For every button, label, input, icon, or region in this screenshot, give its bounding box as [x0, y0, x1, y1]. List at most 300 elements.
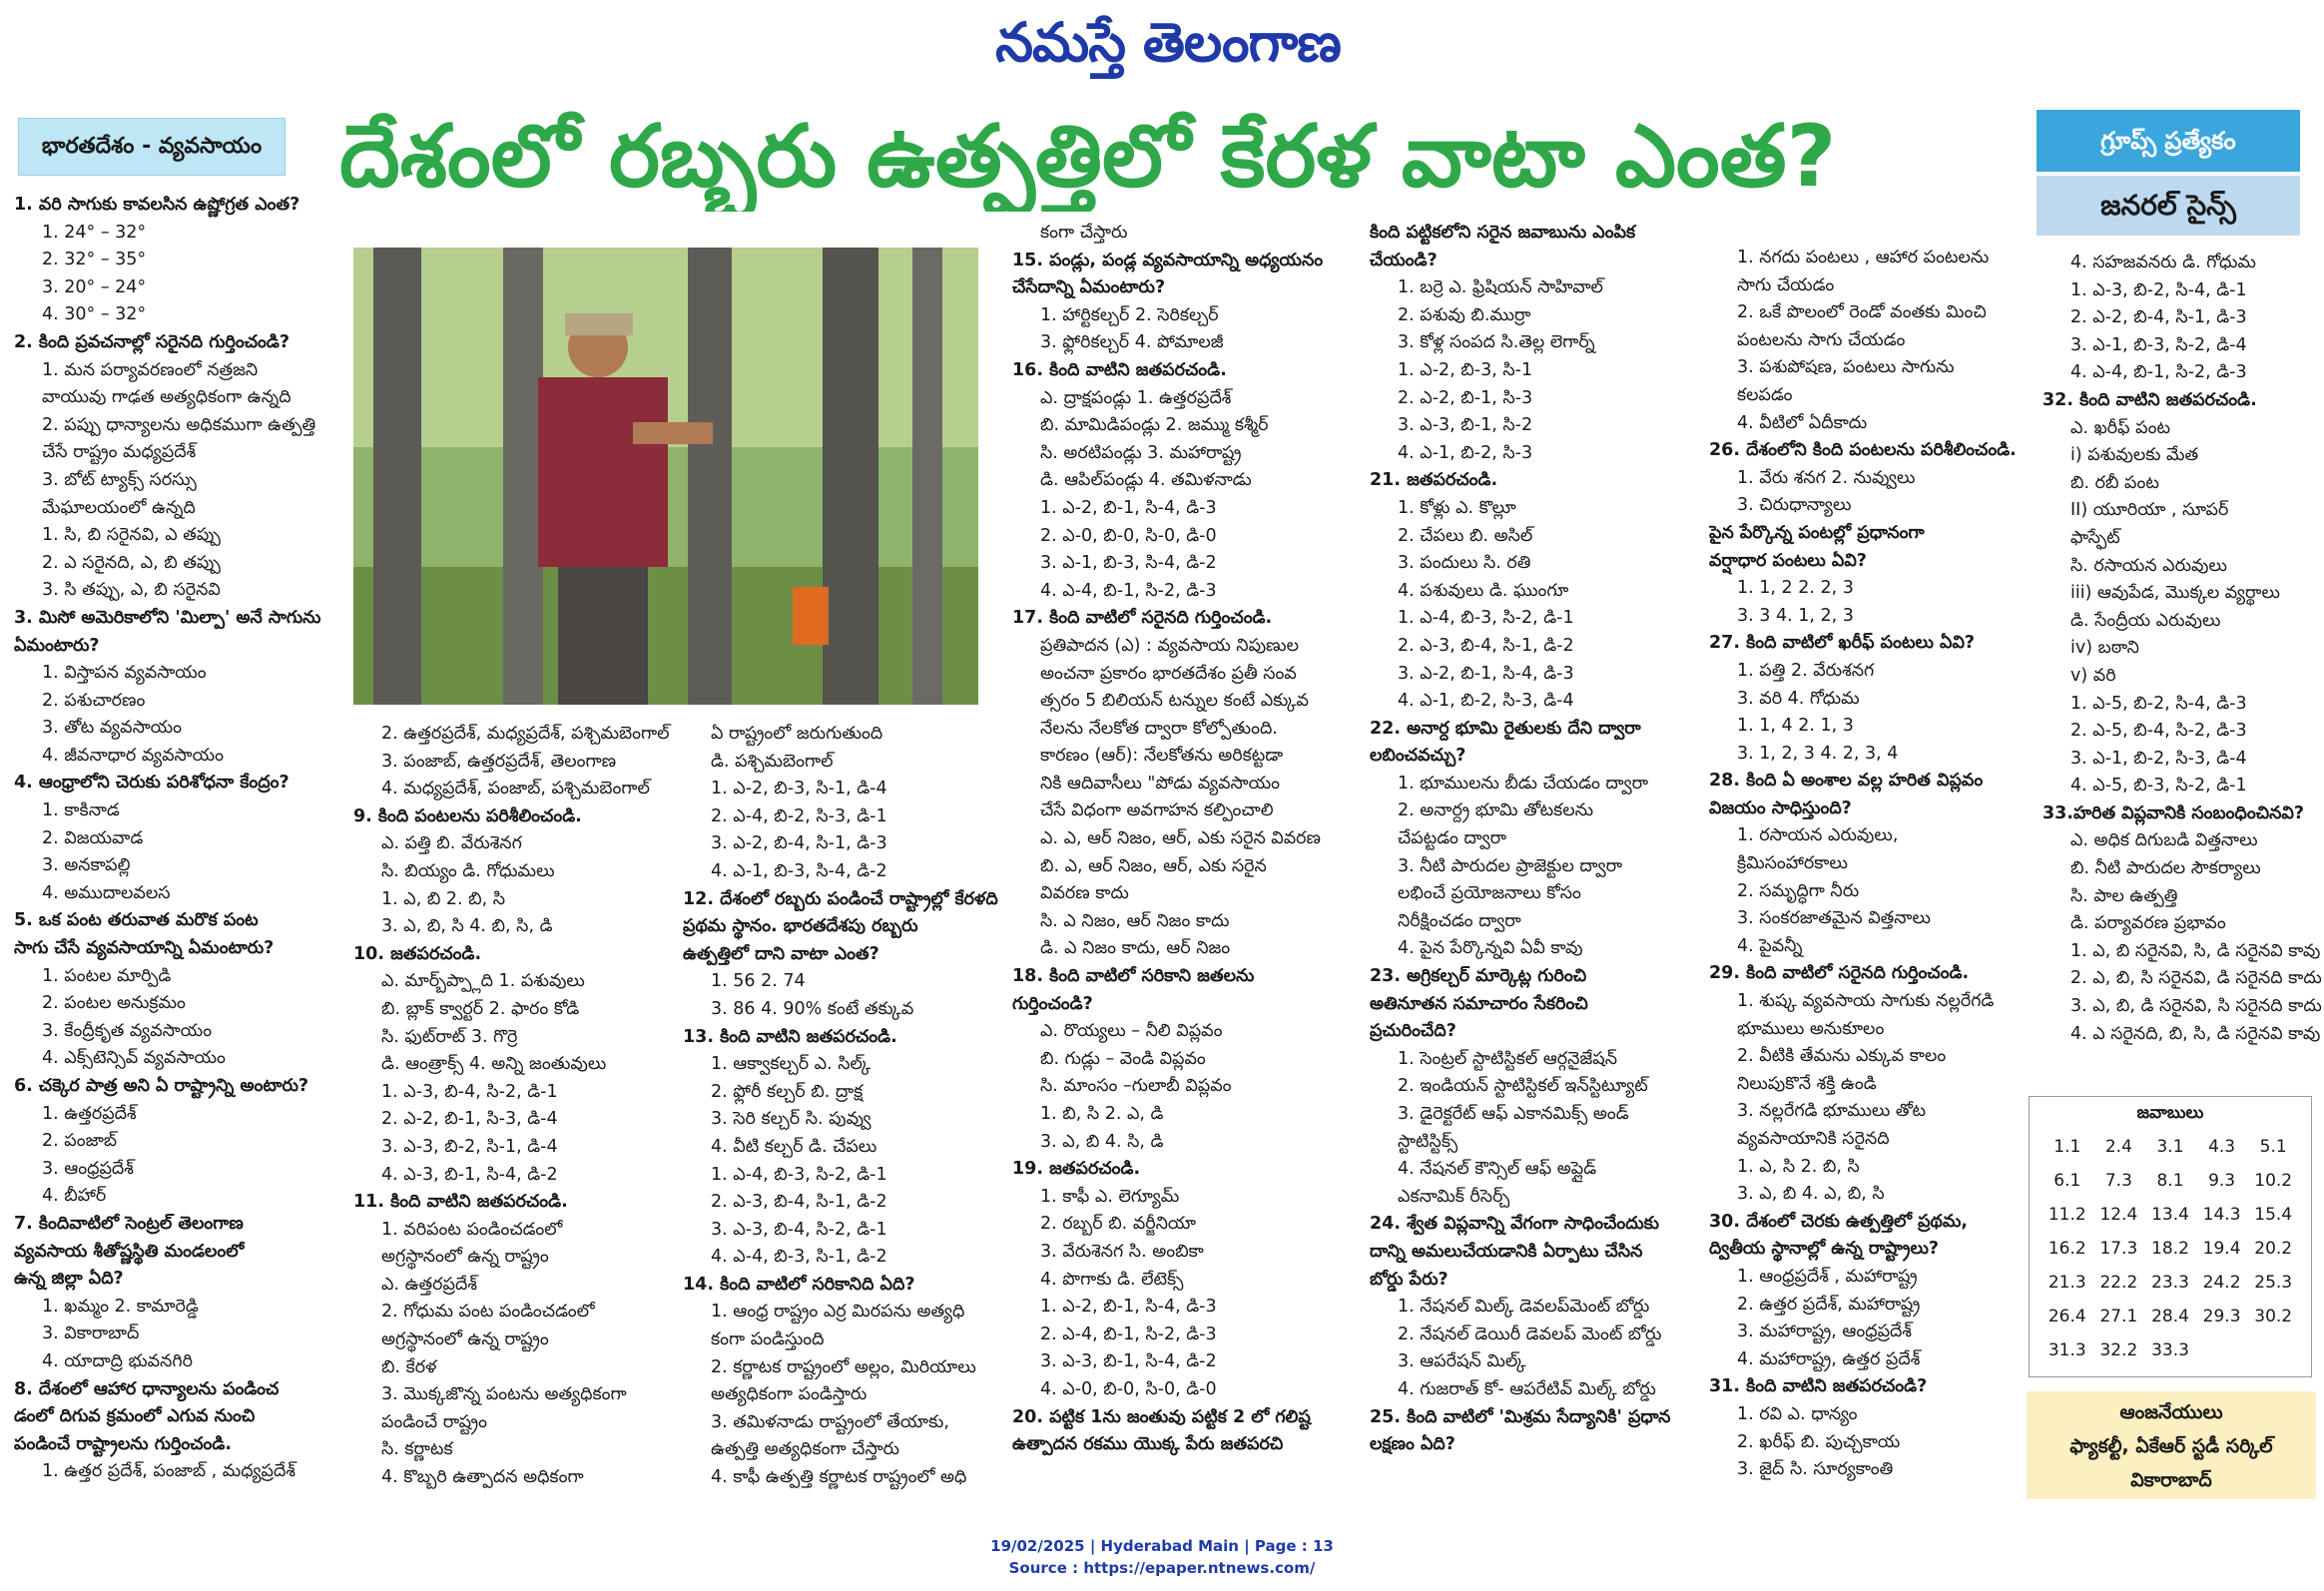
- option-text: 3. ఎ-1, బి-3, సి-4, డి-2: [1040, 553, 1217, 574]
- question-text: ప్రథమ స్థానం. భారతదేశపు రబ్బరు: [683, 916, 918, 937]
- option-text: సి. పాల ఉత్పత్తి: [2070, 885, 2178, 906]
- option-text: 4. జీవనాధార వ్యవసాయం: [42, 745, 224, 766]
- option-text: 2. పప్పు ధాన్యాలను అధికముగా ఉత్పత్తి: [42, 414, 316, 435]
- option-text: 2. ఉత్తర ప్రదేశ్, మహారాష్ట్ర: [1737, 1294, 1921, 1315]
- option-text: 1. ఎ-3, బి-4, సి-2, డి-1: [381, 1081, 558, 1102]
- question-text: 22. అనార్ద భూమి రైతులకు దేని ద్వారా: [1370, 718, 1641, 739]
- option-text: అంచనా ప్రకారం భారతదేశం ప్రతీ సంవ: [1040, 663, 1297, 684]
- option-text: 2. ఎ-2, బి-1, సి-3: [1398, 387, 1533, 408]
- option-text: 4. పశువులు డి. ఘుంగూ: [1398, 580, 1569, 601]
- question-text: అతినూతన సమాచారం సేకరించి: [1370, 993, 1588, 1014]
- option-text: 1. 56 2. 74: [711, 971, 806, 992]
- option-text: 2. సమృద్ధిగా నీరు: [1737, 880, 1860, 901]
- option-text: 2. పశుచారణం: [42, 690, 146, 711]
- option-text: 1. ఎ, బి సరైనవి, సి, డి సరైనవి కావు: [2070, 940, 2321, 961]
- option-text: 2. పంటల అనుక్రమం: [42, 993, 186, 1014]
- answer-item: 2.4: [2104, 1137, 2132, 1157]
- option-text: 4. వీటిలో ఏదీకాదు: [1737, 412, 1868, 433]
- option-text: 2. ఎ-4, బి-2, సి-3, డి-1: [711, 805, 887, 826]
- question-text: 17. కింది వాటిలో సరైనది గుర్తించండి.: [1012, 608, 1273, 629]
- option-text: ఎ. పత్తి బి. వేరుశెనగ: [381, 833, 522, 854]
- option-text: 4. అముదాలవలస: [42, 882, 171, 903]
- option-text: 2. చేపలు బి. అసిల్: [1398, 525, 1533, 546]
- answer-item: 30.2: [2254, 1307, 2293, 1326]
- option-text: 4. ఎ-3, బి-1, సి-4, డి-2: [381, 1164, 558, 1185]
- answer-item: 14.3: [2202, 1205, 2241, 1225]
- question-text: 20. పట్టిక 1ను జంతువు పట్టిక 2 లో గలిష్ట: [1012, 1406, 1311, 1427]
- answer-item: 23.3: [2151, 1273, 2189, 1293]
- option-text: డి. ఆంత్రాక్స్ 4. అన్ని జంతువులు: [381, 1054, 607, 1075]
- answer-item: 33.3: [2151, 1340, 2189, 1360]
- option-text: ఎకనామిక్ రీసెర్చ్: [1398, 1186, 1510, 1207]
- answer-item: 10.2: [2254, 1171, 2293, 1191]
- question-text: డంలో దిగువ క్రమంలో ఎగువ నుంచి: [14, 1406, 256, 1427]
- option-text: 1. సి, బి సరైనవి, ఎ తప్పు: [42, 525, 221, 546]
- option-text: 1. భూములను బీడు చేయడం ద్వారా: [1398, 773, 1649, 794]
- option-text: 2. నేషనల్ డెయిరీ డెవలప్‌ మెంట్ బోర్డు: [1398, 1324, 1662, 1344]
- option-text: 1. కోళ్లు ఎ. కొల్లూ: [1398, 497, 1516, 518]
- option-text: 3. జైద్ సి. సూర్యకాంతి: [1737, 1459, 1894, 1480]
- option-text: 4. పైన పేర్కొన్నవి ఏవీ కావు: [1398, 938, 1583, 959]
- option-text: 1. 24° – 32°: [42, 222, 147, 243]
- option-text: 3. పశుపోషణ, పంటలు సాగును: [1737, 357, 1955, 378]
- answer-item: 21.3: [2047, 1273, 2086, 1293]
- option-text: 2. ఎ-2, బి-4, సి-1, డి-3: [2070, 307, 2247, 328]
- question-text: 15. పండ్లు, పండ్ల వ్యవసాయాన్ని అధ్యయనం: [1012, 250, 1324, 270]
- option-text: 1. ఎ-2, బి-1, సి-4, డి-3: [1040, 1297, 1217, 1318]
- option-text: 3. సంకరజాతమైన విత్తనాలు: [1737, 908, 1931, 929]
- question-text: 29. కింది వాటిలో సరైనది గుర్తించండి.: [1709, 963, 1970, 984]
- question-text: 4. ఆంధ్రాలోని చెరుకు పరిశోధనా కేంద్రం?: [14, 773, 290, 794]
- question-text: 21. జతపరచండి.: [1370, 470, 1498, 491]
- option-text: 1. విస్తాపన వ్యవసాయం: [42, 663, 207, 684]
- question-text: 25. కింది వాటిలో 'మిశ్రమ సేద్యానికి' ప్రధాన: [1370, 1406, 1671, 1427]
- option-text: 4. బీహార్: [42, 1186, 107, 1207]
- option-text: 4. మహారాష్ట్ర, ఉత్తర ప్రదేశ్: [1737, 1348, 1921, 1369]
- question-text: 28. కింది ఏ అంశాల వల్ల హరిత విప్లవం: [1709, 771, 1984, 792]
- option-text: క్రిమిసంహారకాలు: [1737, 853, 1848, 874]
- option-text: బి. బ్లాక్ క్వార్టర్ 2. ఫారం కోడి: [381, 998, 580, 1019]
- question-text: 16. కింది వాటిని జతపరచండి.: [1012, 359, 1227, 380]
- option-text: ఏ రాష్ట్రంలో జరుగుతుంది: [711, 724, 883, 744]
- option-text: డి. పశ్చిమబెంగాల్: [711, 751, 834, 772]
- question-column-7: [2042, 250, 2322, 1068]
- option-text: కారణం (ఆర్): నేలకోతను అరికట్టడా: [1040, 746, 1284, 767]
- option-text: 3. 1, 2, 3 4. 2, 3, 4: [1737, 743, 1899, 764]
- option-text: ఎ. ద్రాక్షపండ్లు 1. ఉత్తరప్రదేశ్: [1040, 387, 1232, 408]
- option-text: డి. సేంద్రీయ ఎరువులు: [2070, 610, 2221, 631]
- answer-item: 22.2: [2099, 1273, 2138, 1293]
- option-text: 3. కోళ్ల సంపద సి.తెల్ల లెగార్న్: [1398, 332, 1595, 353]
- option-text: బి. మామిడిపండ్లు 2. జమ్ము కశ్మీర్: [1040, 415, 1269, 436]
- column-2-lines: [353, 721, 673, 1492]
- option-text: కంగా చేస్తారు: [1040, 223, 1128, 243]
- option-text: 4. నేషనల్ కౌన్సిల్ ఆఫ్ అప్లైడ్: [1398, 1159, 1597, 1180]
- column-5-lines: [1370, 220, 1699, 1459]
- question-text: చేయండి?: [1370, 250, 1438, 270]
- option-text: సి. అరటిపండ్లు 3. మహారాష్ట్ర: [1040, 442, 1242, 463]
- option-text: బి. కేరళ: [381, 1356, 437, 1377]
- option-text: 2. రబ్బర్ బి. వర్జీనియా: [1040, 1214, 1197, 1235]
- option-text: 2. ఎ సరైనది, ఎ, బి తప్పు: [42, 552, 221, 573]
- answer-item: 6.1: [2053, 1171, 2081, 1191]
- question-column-2: [353, 721, 673, 1519]
- option-text: భూములు అనుకూలం: [1737, 1018, 1885, 1039]
- option-text: 4. ఎక్స్‌టెన్సివ్ వ్యవసాయం: [42, 1048, 226, 1069]
- option-text: 3. మహారాష్ట్ర, ఆంధ్రప్రదేశ్: [1737, 1322, 1913, 1342]
- option-text: 4. ఎ-4, బి-1, సి-2, డి-3: [2070, 362, 2247, 383]
- option-text: 1. ఎ-3, బి-2, సి-4, డి-1: [2070, 279, 2247, 300]
- option-text: సి. మాంసం –గులాబీ విప్లవం: [1040, 1076, 1232, 1097]
- option-text: డి. ఆపిల్‌పండ్లు 4. తమిళనాడు: [1040, 470, 1252, 491]
- question-text: గుర్తించండి?: [1012, 993, 1093, 1014]
- answer-item: 31.3: [2047, 1340, 2086, 1360]
- column-7-lines: [2042, 250, 2322, 1048]
- answer-key: [2029, 1096, 2312, 1377]
- option-text: వాయువు గాఢత అత్యధికంగా ఉన్నది: [42, 387, 291, 408]
- answer-item: 4.3: [2208, 1137, 2236, 1157]
- option-text: అగ్రస్థానంలో ఉన్న రాష్ట్రం: [381, 1247, 549, 1268]
- option-text: 3. నీటి పారుదల ప్రాజెక్టుల ద్వారా: [1398, 855, 1623, 876]
- option-text: కలపడం: [1737, 384, 1793, 405]
- option-text: 1. ఎ-5, బి-2, సి-4, డి-3: [2070, 693, 2247, 714]
- question-text: 27. కింది వాటిలో ఖరీఫ్ పంటలు ఏవి?: [1709, 633, 1976, 654]
- answer-key-grid: [2030, 1127, 2311, 1370]
- option-text: 1. శుష్క వ్యవసాయ సాగుకు నల్లరేగడి: [1737, 991, 1995, 1012]
- option-text: బి. నీటి పారుదల సౌకర్యాలు: [2070, 858, 2261, 879]
- option-text: ఎ. మార్బ్‌ప్ప్లాది 1. పశువులు: [381, 971, 585, 992]
- option-text: 3. నల్లరేగడి భూములు తోట: [1737, 1101, 1926, 1122]
- option-text: 2. పంజాబ్: [42, 1131, 118, 1152]
- question-text: 11. కింది వాటిని జతపరచండి.: [353, 1192, 568, 1213]
- option-text: మేఘాలయంలో ఉన్నది: [42, 497, 196, 518]
- answer-item: 29.3: [2202, 1307, 2241, 1326]
- option-text: 4. పొగాకు డి. లేటెక్స్: [1040, 1269, 1184, 1290]
- option-text: 3. 20° – 24°: [42, 276, 147, 297]
- option-text: 1. ఎ-2, బి-3, సి-1, డి-4: [711, 779, 887, 799]
- question-text: 6. చక్కెర పాత్ర అని ఏ రాష్ట్రాన్ని అంటారు?: [14, 1076, 309, 1096]
- option-text: 3. 3 4. 1, 2, 3: [1737, 605, 1854, 626]
- option-text: ఎ. ఎ, ఆర్ నిజం, ఆర్, ఎకు సరైన వివరణ: [1040, 828, 1322, 849]
- answer-item: 11.2: [2047, 1205, 2086, 1225]
- option-text: 4. ఎ-1, బి-3, సి-4, డి-2: [711, 860, 887, 881]
- question-text: 19. జతపరచండి.: [1012, 1159, 1141, 1180]
- option-text: సి. బియ్యం డి. గోధుమలు: [381, 860, 555, 881]
- answer-item: 25.3: [2254, 1273, 2293, 1293]
- column-4-lines: [1012, 220, 1352, 1459]
- option-text: 2. విజయవాడ: [42, 827, 144, 848]
- option-text: వ్యవసాయానికి సరైనది: [1737, 1129, 1890, 1149]
- option-text: 2. ఇండియన్ స్టాటిస్టికల్ ఇన్‌స్టిట్యూట్: [1398, 1076, 1648, 1097]
- answer-item: 5.1: [2259, 1137, 2287, 1157]
- page-footer: [0, 1535, 2324, 1579]
- option-text: 4. పైవన్నీ: [1737, 935, 1803, 956]
- option-text: 4. సహజవనరు డి. గోధుమ: [2070, 253, 2256, 272]
- option-text: i) పశువులకు మేత: [2070, 445, 2199, 466]
- option-text: 4. గుజరాత్ కో- ఆపరేటివ్ మిల్క్ బోర్డు: [1398, 1378, 1656, 1399]
- question-text: చేసేదాన్ని ఏమంటారు?: [1012, 277, 1166, 298]
- footer-source: Source : https://epaper.ntnews.com/: [1008, 1559, 1316, 1577]
- option-text: 1. ఎ-2, బి-1, సి-4, డి-3: [1040, 497, 1217, 518]
- option-text: 1. కాఫీ ఎ. లెగ్యూమ్: [1040, 1186, 1180, 1207]
- answer-item: 13.4: [2151, 1205, 2189, 1225]
- question-text: 9. కింది పంటలను పరిశీలించండి.: [353, 805, 582, 826]
- option-text: 1. ఆక్వాకల్చర్ ఎ. సిల్క్: [711, 1054, 872, 1075]
- column-1-lines: [14, 192, 333, 1486]
- option-text: సి. రసాయన ఎరువులు: [2070, 555, 2227, 576]
- question-text: ద్వితీయ స్థానాల్లో ఉన్న రాష్ట్రాలు?: [1709, 1239, 1940, 1260]
- option-text: II) యూరియా , సూపర్: [2070, 500, 2229, 521]
- option-text: 3. వేరుశెనగ సి. అంబికా: [1040, 1241, 1204, 1262]
- option-text: 4. యాదాద్రి భువనగిరి: [42, 1350, 193, 1371]
- option-text: 3. చిరుధాన్యాలు: [1737, 495, 1852, 516]
- option-text: 1. ఎ, బి 2. బి, సి: [381, 888, 506, 909]
- option-text: 3. కేంద్రీకృత వ్యవసాయం: [42, 1020, 213, 1041]
- option-text: 3. తమిళనాడు రాష్ట్రంలో తేయాకు,: [711, 1411, 949, 1432]
- question-column-1: [14, 192, 333, 1519]
- option-text: కంగా పండిస్తుంది: [711, 1329, 825, 1350]
- option-text: 1. ఎ, సి 2. బి, సి: [1737, 1156, 1860, 1177]
- option-text: పండించే రాష్ట్రం: [381, 1411, 488, 1432]
- option-text: 1. మన పర్యావరణంలో నత్రజని: [42, 359, 259, 380]
- answer-item: 20.2: [2254, 1239, 2293, 1259]
- option-text: 3. ఆపరేషన్ మిల్క్: [1398, 1351, 1526, 1372]
- question-text: 33.హరిత విప్లవానికి సంబంధించినవి?: [2042, 802, 2305, 823]
- question-text: ప్రచురించేది?: [1370, 1021, 1456, 1042]
- option-text: 1. సెంట్రల్ స్టాటిస్టికల్ ఆర్గనైజేషన్: [1398, 1048, 1618, 1069]
- question-column-4: [1012, 220, 1352, 1527]
- question-text: పైన పేర్కొన్న పంటల్లో ప్రధానంగా: [1709, 522, 1925, 543]
- question-text: ఉత్పాదన రకము యొక్క పేరు జతపరచి: [1012, 1434, 1284, 1455]
- answer-item: 3.1: [2156, 1137, 2184, 1157]
- option-text: అగ్రస్థానంలో ఉన్న రాష్ట్రం: [381, 1329, 549, 1350]
- answer-item: 18.2: [2151, 1239, 2189, 1259]
- answer-item: 19.4: [2202, 1239, 2241, 1259]
- option-text: బి. ఎ, ఆర్ నిజం, ఆర్, ఎకు సరైన: [1040, 855, 1267, 876]
- option-text: 2. గోధుమ పంట పండించడంలో: [381, 1302, 595, 1323]
- option-text: 3. ఎ-1, బి-2, సి-3, డి-4: [2070, 748, 2247, 769]
- option-text: 1. పంటల మార్పిడి: [42, 965, 172, 986]
- option-text: 3. ఎ-2, బి-4, సి-1, డి-3: [711, 833, 887, 854]
- option-text: 4. ఎ-4, బి-1, సి-2, డి-3: [1040, 580, 1217, 601]
- option-text: నిరీక్షించడం ద్వారా: [1398, 910, 1521, 931]
- option-text: 2. ఎ-4, బి-1, సి-2, డి-3: [1040, 1324, 1217, 1344]
- option-text: స్టాటిస్టిక్స్: [1398, 1131, 1458, 1152]
- option-text: 2. వీటికి తేమను ఎక్కువ కాలం: [1737, 1046, 1947, 1067]
- option-text: 4. ఎ-5, బి-3, సి-2, డి-1: [2070, 776, 2247, 796]
- option-text: 1. ఆంధ్ర రాష్ట్రం ఎర్ర మిరపను అత్యధి: [711, 1302, 965, 1323]
- answer-item: 24.2: [2202, 1273, 2241, 1293]
- answer-item: 7.3: [2104, 1171, 2132, 1191]
- question-text: ఉత్పత్తిలో దాని వాటా ఎంత?: [683, 943, 879, 964]
- answer-item: 12.4: [2099, 1205, 2138, 1225]
- rubber-tapping-photo: [353, 248, 978, 705]
- option-text: 4. కాఫీ ఉత్పత్తి కర్ణాటక రాష్ట్రంలో అధి: [711, 1467, 967, 1488]
- option-text: 1. వరిపంట పండించడంలో: [381, 1219, 563, 1240]
- option-text: 4. ఎ-0, బి-0, సి-0, డి-0: [1040, 1378, 1217, 1399]
- question-column-5: [1370, 220, 1699, 1527]
- option-text: 4. ఎ-1, బి-2, సి-3: [1398, 442, 1533, 463]
- option-text: 3. ఆంధ్రప్రదేశ్: [42, 1158, 134, 1179]
- option-text: నేలను నేలకోత ద్వారా కోల్పోతుంది.: [1040, 718, 1278, 739]
- option-text: ఎ. ఖరీఫ్ పంట: [2070, 417, 2170, 438]
- option-text: 2. ఫ్లోరీ కల్చర్ బి. ద్రాక్ష: [711, 1081, 864, 1102]
- option-text: చేపట్టడం ద్వారా: [1398, 828, 1506, 849]
- option-text: 2. ఖరీఫ్ బి. పుచ్చకాయ: [1737, 1431, 1901, 1452]
- question-text: వర్షాధార పంటలు ఏవి?: [1709, 550, 1867, 571]
- answer-item: 28.4: [2151, 1307, 2189, 1326]
- question-text: 3. మిసో అమెరికాలోని 'మిల్పా' అనే సాగును: [14, 607, 321, 628]
- option-text: v) వరి: [2070, 665, 2116, 686]
- option-text: 1. నగదు పంటలు , ఆహార పంటలను: [1737, 248, 1990, 267]
- option-text: 3. వికారాబాద్: [42, 1324, 140, 1344]
- option-text: ఉత్పత్తి అత్యధికంగా చేస్తారు: [711, 1439, 899, 1460]
- answer-item: 17.3: [2099, 1239, 2138, 1259]
- option-text: 2. ఎ-0, బి-0, సి-0, డి-0: [1040, 525, 1217, 546]
- option-text: 3. ఎ-3, బి-1, సి-4, డి-2: [1040, 1351, 1217, 1372]
- option-text: 3. ఎ-3, బి-4, సి-2, డి-1: [711, 1219, 887, 1240]
- question-text: 32. కింది వాటిని జతపరచండి.: [2042, 389, 2257, 410]
- question-text: 7. కిందివాటిలో సెంట్రల్ తెలంగాణ: [14, 1213, 244, 1234]
- author-affiliation: ఫ్యాకల్టీ, ఏకేఆర్ స్టడీ సర్కిల్: [2069, 1435, 2273, 1457]
- option-text: 4. మధ్యప్రదేశ్, పంజాబ్, పశ్చిమబెంగాల్: [381, 779, 650, 799]
- option-text: 1. బర్రె ఎ. ఫ్రిషియన్ సాహివాల్: [1398, 277, 1603, 298]
- question-text: 18. కింది వాటిలో సరికాని జతలను: [1012, 966, 1255, 987]
- question-text: బోర్డు పేరు?: [1370, 1269, 1449, 1290]
- option-text: 1. వేరు శనగ 2. నువ్వులు: [1737, 467, 1916, 488]
- question-text: 13. కింది వాటిని జతపరచండి.: [683, 1026, 897, 1047]
- option-text: నిలుపుకొనే శక్తి ఉండి: [1737, 1073, 1877, 1094]
- option-text: ప్రతిపాదన (ఎ) : వ్యవసాయ నిపుణుల: [1040, 635, 1299, 656]
- answer-key-title: జవాబులు: [2136, 1103, 2204, 1123]
- question-text: ఏమంటారు?: [14, 635, 100, 656]
- option-text: 2. ఎ, బి, సి సరైనవి, డి సరైనది కాదు: [2070, 968, 2322, 989]
- option-text: ఫాస్ఫేట్: [2070, 527, 2120, 548]
- question-text: కింది పట్టికలోని సరైన జవాబును ఎంపిక: [1370, 223, 1636, 243]
- option-text: పంటలను సాగు చేయడం: [1737, 329, 1906, 350]
- option-text: iii) ఆవుపేడ, మొక్కల వ్యర్థాలు: [2070, 583, 2280, 604]
- question-text: వ్యవసాయ శీతోష్ణస్థితి మండలంలో: [14, 1241, 245, 1262]
- option-text: డి. ఎ నిజం కాదు, ఆర్ నిజం: [1040, 938, 1231, 959]
- option-text: 1. ఉత్తరప్రదేశ్: [42, 1103, 137, 1124]
- option-text: 1. నేషనల్ మిల్క్ డెవలప్‌మెంట్ బోర్డు: [1398, 1297, 1650, 1318]
- option-text: 2. కర్ణాటక రాష్ట్రంలో అల్లం, మిరియాలు: [711, 1356, 976, 1377]
- option-text: 2. ఎ-2, బి-1, సి-3, డి-4: [381, 1109, 558, 1130]
- option-text: సి. ఫుట్‌రాట్ 3. గొర్రె: [381, 1026, 518, 1047]
- author-name: ఆంజనేయులు: [2119, 1401, 2223, 1423]
- option-text: 1. 1, 2 2. 2, 3: [1737, 578, 1854, 599]
- question-text: 14. కింది వాటిలో సరికానిది ఏది?: [683, 1274, 915, 1295]
- option-text: 1. పత్తి 2. వేరుశనగ: [1737, 660, 1875, 681]
- option-text: డి. పర్యావరణ ప్రభావం: [2070, 913, 2226, 934]
- option-text: 2. పశువు బి.ముర్రా: [1398, 304, 1531, 325]
- option-text: 4. 30° – 32°: [42, 304, 147, 325]
- option-text: 1. ఎ-2, బి-3, సి-1: [1398, 359, 1533, 380]
- option-text: iv) బఠాని: [2070, 638, 2139, 659]
- option-text: 3. మొక్కజొన్న పంటను అత్యధికంగా: [381, 1384, 627, 1405]
- option-text: బి. రబీ పంట: [2070, 472, 2159, 493]
- option-text: 4. కొబ్బరి ఉత్పాదన అధికంగా: [381, 1467, 584, 1488]
- option-text: 4. వీటి కల్చర్ డి. చేపలు: [711, 1136, 877, 1157]
- option-text: చేసే విధంగా అవగాహన కల్పించాలి: [1040, 800, 1274, 821]
- option-text: 3. వరి 4. గోధుమ: [1737, 688, 1860, 709]
- question-text: 10. జతపరచండి.: [353, 943, 482, 964]
- option-text: 3. ఎ-1, బి-3, సి-2, డి-4: [2070, 334, 2247, 355]
- question-text: 5. ఒక పంట తరువాత మరొక పంట: [14, 910, 259, 931]
- option-text: 1. రసాయన ఎరువులు,: [1737, 825, 1899, 846]
- option-text: త్సరం 5 బిలియన్ టన్నుల కంటే ఎక్కువ: [1040, 691, 1309, 712]
- question-text: దాన్ని అమలుచేయడానికి ఏర్పాటు చేసిన: [1370, 1241, 1643, 1262]
- option-text: 2. ఎ-3, బి-4, సి-1, డి-2: [1398, 635, 1574, 656]
- option-text: 2. ఎ-5, బి-4, సి-2, డి-3: [2070, 721, 2247, 742]
- column-6-lines: [1709, 245, 2019, 1484]
- author-location: వికారాబాద్: [2130, 1469, 2212, 1491]
- footer-date-page: 19/02/2025 | Hyderabad Main | Page : 13: [990, 1537, 1334, 1555]
- option-text: బి. గుడ్లు – వెండి విప్లవం: [1040, 1048, 1206, 1069]
- option-text: 3. ఎ-3, బి-1, సి-2: [1398, 415, 1533, 436]
- subject-badge: జనరల్ సైన్స్: [2036, 176, 2300, 236]
- option-text: 1. ఖమ్మం 2. కామారెడ్డి: [42, 1296, 199, 1317]
- option-text: 1. ఎ-4, బి-3, సి-2, డి-1: [1398, 608, 1574, 629]
- question-text: 26. దేశంలోని కింది పంటలను పరిశీలించండి.: [1709, 440, 2017, 461]
- option-text: 3. ఎ, బి 4. సి, డి: [1040, 1131, 1164, 1152]
- group-badge: గ్రూప్స్ ప్రత్యేకం: [2036, 110, 2300, 172]
- answer-item: 27.1: [2099, 1307, 2138, 1326]
- answer-item: 8.1: [2156, 1171, 2184, 1191]
- option-text: 3. ఎ, బి, డి సరైనవి, సి సరైనది కాదు: [2070, 996, 2322, 1017]
- question-text: 23. అగ్రికల్చర్ మార్కెట్ల గురించి: [1370, 966, 1587, 987]
- question-text: 31. కింది వాటిని జతపరచండి?: [1709, 1376, 1928, 1397]
- option-text: 2. ఒకే పొలంలో రెండో వంతకు మించి: [1737, 302, 1987, 323]
- option-text: 2. అనార్ద్ర భూమి తోటకలను: [1398, 800, 1594, 821]
- option-text: సి. కర్ణాటక: [381, 1439, 453, 1460]
- option-text: 2. ఉత్తరప్రదేశ్, మధ్యప్రదేశ్, పశ్చిమబెంగాల్: [381, 724, 670, 744]
- option-text: ఎ. రొయ్యలు – నీలి విప్లవం: [1040, 1021, 1223, 1042]
- option-text: 3. ఎ, బి 4. ఎ, బి, సి: [1737, 1184, 1885, 1205]
- option-text: 3. సి తప్పు, ఎ, బి సరైనవి: [42, 580, 221, 601]
- question-text: 30. దేశంలో చెరకు ఉత్పత్తిలో ప్రథమ,: [1709, 1211, 1969, 1232]
- question-text: 2. కింది ప్రవచనాల్లో సరైనది గుర్తించండి?: [14, 331, 290, 352]
- answer-item: 9.3: [2208, 1171, 2236, 1191]
- option-text: 3. ఎ, బి, సి 4. బి, సి, డి: [381, 916, 553, 937]
- option-text: 3. 86 4. 90% కంటే తక్కువ: [711, 998, 914, 1019]
- option-text: 1. రవి ఎ. ధాన్యం: [1737, 1403, 1858, 1424]
- option-text: 3. ఫ్లోరికల్చర్ 4. పోమాలజీ: [1040, 332, 1224, 353]
- column-3-lines: [683, 721, 1002, 1492]
- question-text: లబించవచ్చు?: [1370, 746, 1466, 767]
- option-text: 4. ఎ సరైనది, బి, సి, డి సరైనవి కావు: [2070, 1023, 2321, 1044]
- option-text: లభించే ప్రయోజనాలు కోసం: [1398, 883, 1581, 904]
- question-text: ఉన్న జిల్లా ఏది?: [14, 1269, 124, 1290]
- option-text: 1. 1, 4 2. 1, 3: [1737, 716, 1854, 737]
- question-text: విజయం సాధిస్తుంది?: [1709, 797, 1852, 818]
- option-text: 3. సెరి కల్చర్ సి. పువ్వు: [711, 1109, 872, 1130]
- option-text: 3. పంజాబ్, ఉత్తరప్రదేశ్, తెలంగాణ: [381, 751, 617, 772]
- option-text: 1. ఆంధ్రప్రదేశ్ , మహారాష్ట్ర: [1737, 1266, 1918, 1287]
- option-text: 3. ఎ-3, బి-2, సి-1, డి-4: [381, 1136, 558, 1157]
- answer-item: 16.2: [2047, 1239, 2086, 1259]
- option-text: సాగు చేయడం: [1737, 274, 1835, 295]
- answer-item: 1.1: [2053, 1137, 2081, 1157]
- option-text: 1. ఎ-4, బి-3, సి-2, డి-1: [711, 1164, 887, 1185]
- question-text: 24. శ్వేత విప్లవాన్ని వేగంగా సాధించేందుకు: [1370, 1214, 1659, 1235]
- question-column-6: [1709, 245, 2019, 1532]
- question-text: 8. దేశంలో ఆహార ధాన్యాలను పండించ: [14, 1378, 280, 1399]
- option-text: 2. ఎ-3, బి-4, సి-1, డి-2: [711, 1192, 887, 1213]
- option-text: 3. డైరెక్టరేట్ ఆఫ్ ఎకానమిక్స్ అండ్: [1398, 1104, 1629, 1124]
- question-text: పండించే రాష్ట్రాలను గుర్తించండి.: [14, 1433, 232, 1454]
- question-text: 1. వరి సాగుకు కావలసిన ఉష్ణోగ్రత ఎంత?: [14, 195, 300, 215]
